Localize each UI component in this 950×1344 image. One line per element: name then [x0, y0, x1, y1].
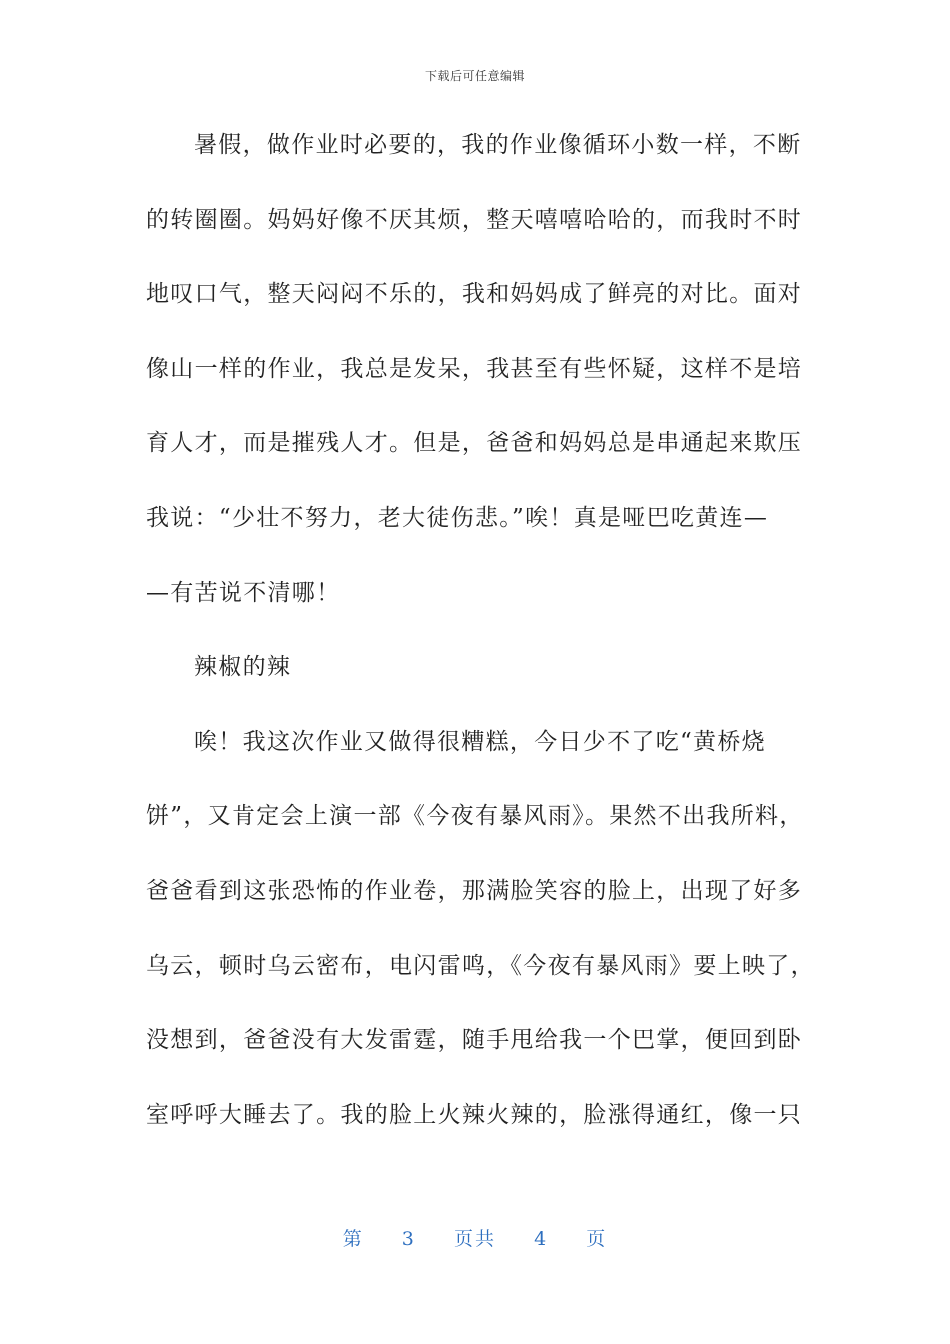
- paragraph-line: 爸爸看到这张恐怖的作业卷，那满脸笑容的脸上，出现了好多: [146, 877, 803, 904]
- paragraph-line: 育人才，而是摧残人才。但是，爸爸和妈妈总是串通起来欺压: [146, 430, 803, 457]
- paragraph-line: 室呼呼大睡去了。我的脸上火辣火辣的，脸涨得通红，像一只: [146, 1101, 803, 1128]
- paragraph-line: 暑假，做作业时必要的，我的作业像循环小数一样，不断: [194, 132, 802, 158]
- page-suffix: 页: [586, 1228, 608, 1250]
- page-footer: [0, 1224, 950, 1251]
- total-pages-number: 4: [534, 1228, 549, 1250]
- paragraph-line: 地叹口气，整天闷闷不乐的，我和妈妈成了鲜亮的对比。面对: [146, 281, 803, 308]
- document-body: [146, 118, 815, 1162]
- paragraph-line: 饼”，又肯定会上演一部《今夜有暴风雨》。果然不出我所料，: [146, 803, 804, 830]
- paragraph-line: 的转圈圈。妈妈好像不厌其烦，整天嘻嘻哈哈的，而我时不时: [146, 206, 803, 233]
- paragraph-line: 我说：“少壮不努力，老大徒伤悲。”唉！真是哑巴吃黄连—: [146, 504, 769, 531]
- section-heading: 辣椒的辣: [194, 654, 292, 681]
- paragraph-line: 像山一样的作业，我总是发呆，我甚至有些怀疑，这样不是培: [146, 355, 803, 382]
- current-page-number: 3: [401, 1228, 416, 1250]
- paragraph-line: 没想到，爸爸没有大发雷霆，随手甩给我一个巴掌，便回到卧: [146, 1027, 803, 1054]
- header-note: 下载后可任意编辑: [424, 69, 525, 83]
- page-prefix: 第: [342, 1228, 364, 1250]
- paragraph-line: —有苦说不清哪！: [146, 579, 341, 606]
- paragraph-line: 乌云，顿时乌云密布，电闪雷鸣，《今夜有暴风雨》要上映了，: [146, 952, 815, 979]
- page-middle: 页共: [453, 1228, 496, 1250]
- paragraph-line: 唉！我这次作业又做得很糟糕，今日少不了吃“黄桥烧: [194, 728, 766, 755]
